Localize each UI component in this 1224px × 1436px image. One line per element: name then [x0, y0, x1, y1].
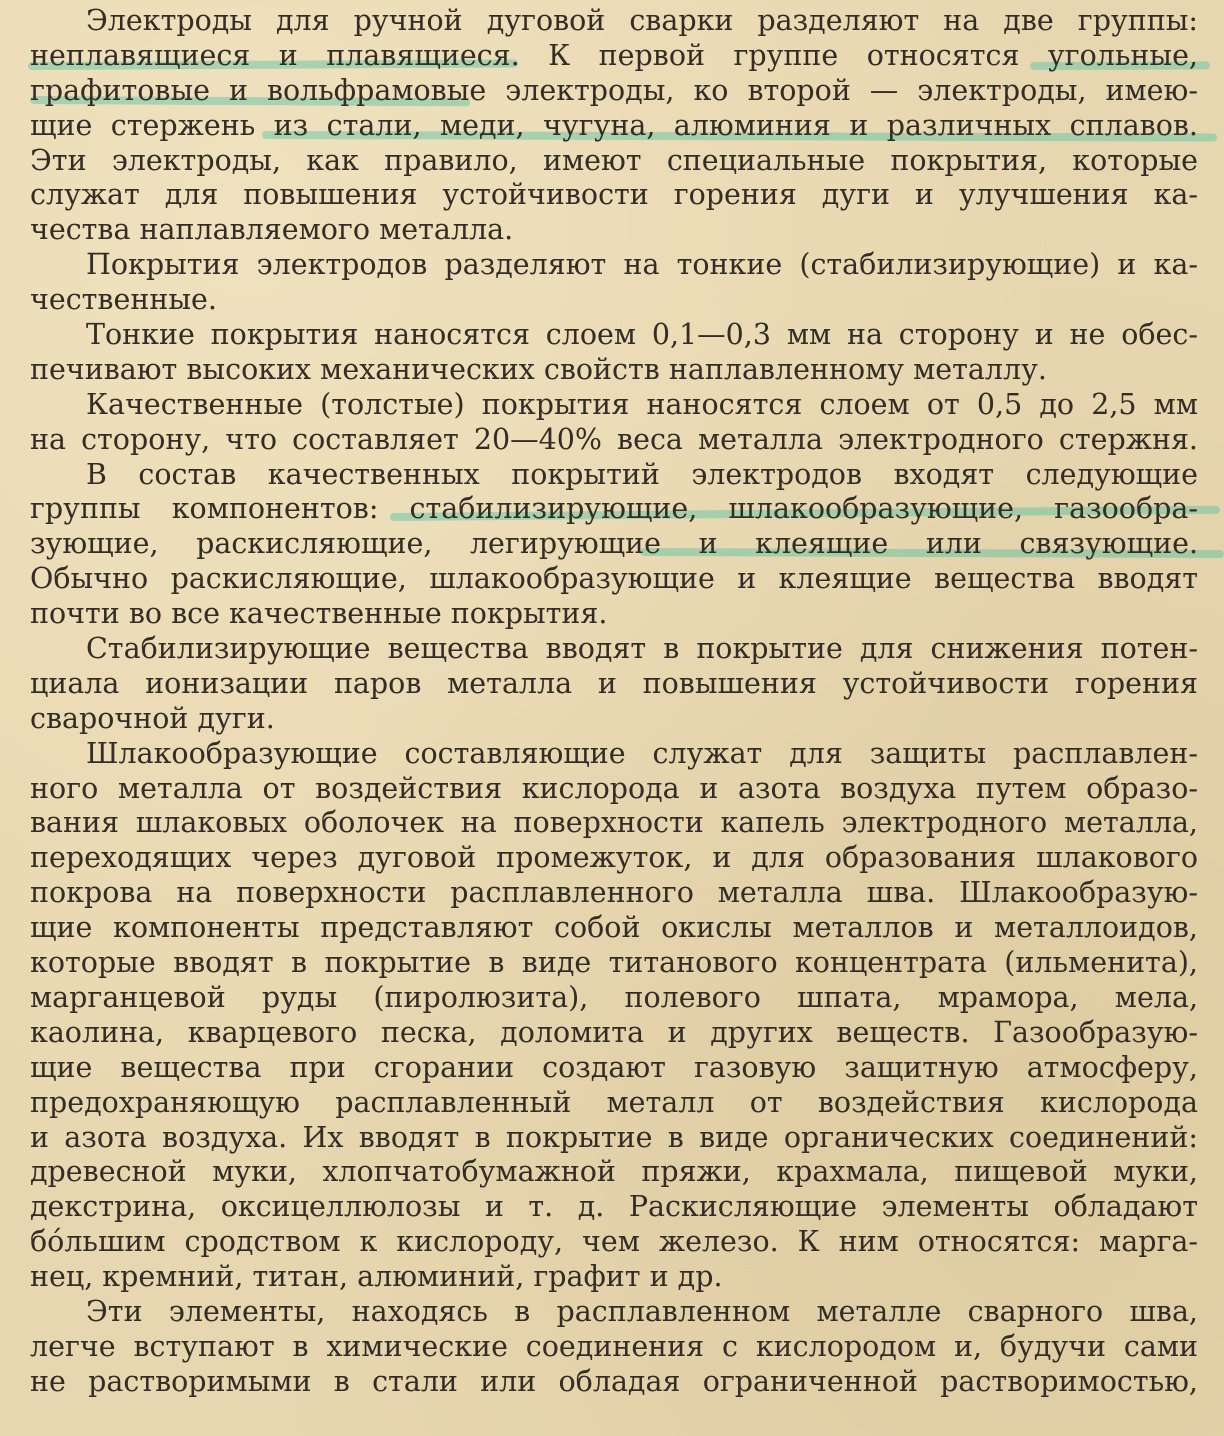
text-line: неплавящиеся и плавящиеся. К первой группе относятся угольные,: [30, 38, 1198, 72]
text-line: Качественные (толстые) покрытия наносятся слоем от 0,5 до 2,5 мм: [86, 387, 1198, 421]
text-line: Эти элементы, находясь в расплавленном металле сварного шва,: [86, 1294, 1198, 1328]
text-line: щие вещества при сгорании создают газовую защитную атмосферу,: [30, 1050, 1198, 1084]
paragraph-2: [30, 248, 1198, 318]
text-line: вания шлаковых оболочек на поверхности капель электродного металла,: [30, 806, 1198, 840]
book-page-text: [30, 4, 1198, 1434]
text-line: чества наплавляемого металла.: [30, 213, 514, 247]
text-line: щие компоненты представляют собой окислы металлов и металлоидов,: [30, 911, 1198, 945]
paragraph-4: [30, 388, 1198, 458]
text-line: служат для повышения устойчивости горения дуги и улучшения ка-: [30, 178, 1198, 212]
paragraph-1: [30, 4, 1198, 248]
text-line: переходящих через дуговой промежуток, и для образования шлакового: [30, 841, 1198, 875]
text-line: Эти электроды, как правило, имеют специальные покрытия, которые: [30, 143, 1198, 177]
text-line: предохраняющую расплавленный металл от воздействия кислорода: [30, 1085, 1198, 1119]
paragraph-8: [30, 1295, 1198, 1400]
paragraph-5: [30, 458, 1198, 632]
text-line: печивают высоких механических свойств наплавленному металлу.: [30, 352, 1047, 386]
text-line: декстрина, оксицеллюлозы и т. д. Раскисляющие элементы обладают: [30, 1190, 1198, 1224]
text-line: циала ионизации паров металла и повышения устойчивости горения: [30, 666, 1198, 700]
text-line: графитовые и вольфрамовые электроды, ко второй — электроды, имею-: [30, 73, 1198, 107]
text-line: зующие, раскисляющие, легирующие и клеящие или связующие.: [30, 527, 1198, 561]
text-line: группы компонентов: стабилизирующие, шлакообразующие, газообра-: [30, 492, 1198, 526]
paragraph-7: [30, 737, 1198, 1295]
text-line: сварочной дуги.: [30, 701, 275, 735]
text-line: Тонкие покрытия наносятся слоем 0,1—0,3 мм на сторону и не обес-: [86, 318, 1198, 352]
text-line: щие стержень из стали, меди, чугуна, алюминия и различных сплавов.: [30, 108, 1198, 142]
text-line: на сторону, что составляет 20—40% веса металла электродного стержня.: [30, 422, 1198, 456]
text-line: В состав качественных покрытий электродов входят следующие: [86, 457, 1198, 491]
text-line: нец, кремний, титан, алюминий, графит и др.: [30, 1260, 723, 1294]
text-line: не растворимыми в стали или обладая ограниченной растворимостью,: [30, 1364, 1198, 1398]
text-line: чественные.: [30, 283, 217, 317]
text-line: древесной муки, хлопчатобумажной пряжи, крахмала, пищевой муки,: [30, 1155, 1198, 1189]
text-line: легче вступают в химические соединения с кислородом и, будучи сами: [30, 1329, 1198, 1363]
text-line: Стабилизирующие вещества вводят в покрытие для снижения потен-: [86, 632, 1198, 666]
paragraph-6: [30, 632, 1198, 737]
text-line: и азота воздуха. Их вводят в покрытие в виде органических соединений:: [30, 1120, 1198, 1154]
text-line: марганцевой руды (пиролюзита), полевого шпата, мрамора, мела,: [30, 980, 1198, 1014]
text-line: почти во все качественные покрытия.: [30, 597, 608, 631]
text-line: бо́льшим сродством к кислороду, чем железо. К ним относятся: марга-: [30, 1225, 1198, 1259]
text-line: покрова на поверхности расплавленного металла шва. Шлакообразую-: [30, 876, 1198, 910]
text-line: Покрытия электродов разделяют на тонкие (стабилизирующие) и ка-: [86, 248, 1198, 282]
text-line: Шлакообразующие составляющие служат для защиты расплавлен-: [86, 736, 1198, 770]
text-line: которые вводят в покрытие в виде титанового концентрата (ильменита),: [30, 946, 1198, 980]
text-line: ного металла от воздействия кислорода и азота воздуха путем образо-: [30, 771, 1198, 805]
paragraph-3: [30, 318, 1198, 388]
text-line: Обычно раскисляющие, шлакообразующие и клеящие вещества вводят: [30, 562, 1198, 596]
text-line: каолина, кварцевого песка, доломита и других веществ. Газообразую-: [30, 1015, 1198, 1049]
text-line: Электроды для ручной дуговой сварки разделяют на две группы:: [86, 4, 1198, 37]
